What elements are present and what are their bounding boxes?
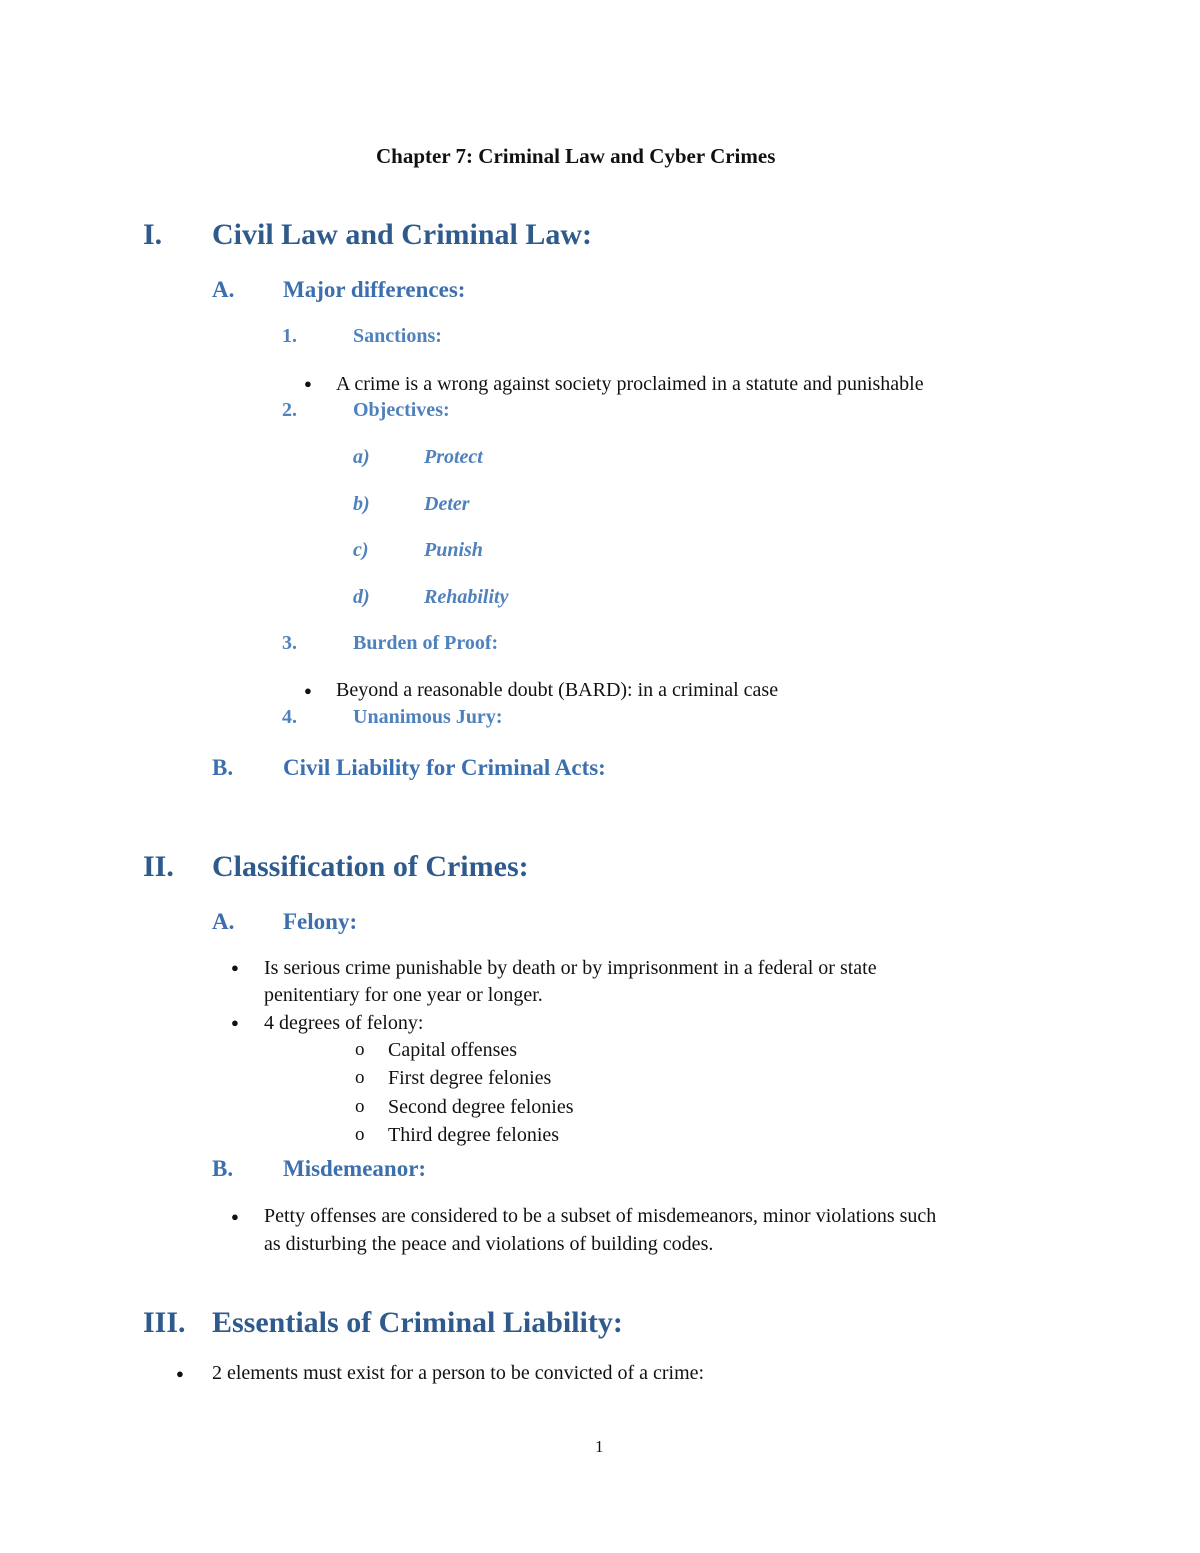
subsection-heading: Major differences: <box>283 277 466 302</box>
section-heading: Classification of Crimes: <box>212 850 529 883</box>
bullet-text-line: as disturbing the peace and violations of building codes. <box>264 1233 714 1255</box>
section-number: III. <box>143 1306 186 1339</box>
item-number: 3. <box>282 632 297 654</box>
subbullet-text: Second degree felonies <box>388 1096 574 1118</box>
item-number: 1. <box>282 325 297 347</box>
section-number: II. <box>143 850 174 883</box>
subsection-letter: A. <box>212 277 235 302</box>
item-number: 2. <box>282 399 297 421</box>
subbullet-text: Third degree felonies <box>388 1124 560 1146</box>
subitem-text: Punish <box>424 539 483 561</box>
item-heading: Objectives: <box>353 399 450 421</box>
subitem-letter: b) <box>353 493 370 515</box>
subitem-letter: c) <box>353 539 369 561</box>
circle-bullet-icon: o <box>355 1067 365 1088</box>
bullet-text: Beyond a reasonable doubt (BARD): in a criminal case <box>336 679 779 701</box>
circle-bullet-icon: o <box>355 1124 365 1145</box>
bullet-icon: ● <box>304 683 312 698</box>
bullet-text: A crime is a wrong against society proclaimed in a statute and punishable <box>336 373 924 395</box>
subbullet-text: Capital offenses <box>388 1039 518 1061</box>
item-heading: Unanimous Jury: <box>353 706 503 728</box>
bullet-text: 2 elements must exist for a person to be convicted of a crime: <box>212 1362 705 1384</box>
item-number: 4. <box>282 706 297 728</box>
bullet-text-line: penitentiary for one year or longer. <box>264 984 543 1006</box>
bullet-text-line: Is serious crime punishable by death or by imprisonment in a federal or state <box>264 957 877 979</box>
bullet-icon: ● <box>231 1015 239 1030</box>
subsection-heading: Felony: <box>283 909 358 934</box>
subitem-text: Rehability <box>424 586 509 608</box>
subitem-text: Protect <box>424 446 483 468</box>
bullet-icon: ● <box>176 1366 184 1381</box>
subbullet-text: First degree felonies <box>388 1067 552 1089</box>
bullet-text-line: Petty offenses are considered to be a subset of misdemeanors, minor violations such <box>264 1205 937 1227</box>
section-number: I. <box>143 218 163 251</box>
bullet-icon: ● <box>231 1209 239 1224</box>
subsection-letter: A. <box>212 909 235 934</box>
item-heading: Burden of Proof: <box>353 632 499 654</box>
page-number: 1 <box>595 1437 604 1456</box>
item-heading: Sanctions: <box>353 325 442 347</box>
section-heading: Essentials of Criminal Liability: <box>212 1306 623 1339</box>
document-title: Chapter 7: Criminal Law and Cyber Crimes <box>376 144 776 168</box>
circle-bullet-icon: o <box>355 1096 365 1117</box>
subsection-letter: B. <box>212 755 234 780</box>
subitem-letter: d) <box>353 586 370 608</box>
section-heading: Civil Law and Criminal Law: <box>212 218 593 251</box>
bullet-text-line: 4 degrees of felony: <box>264 1012 424 1034</box>
circle-bullet-icon: o <box>355 1039 365 1060</box>
subitem-text: Deter <box>424 493 470 515</box>
bullet-icon: ● <box>304 376 312 391</box>
subsection-heading: Misdemeanor: <box>283 1156 427 1181</box>
subsection-heading: Civil Liability for Criminal Acts: <box>283 755 606 780</box>
subitem-letter: a) <box>353 446 370 468</box>
bullet-icon: ● <box>231 960 239 975</box>
subsection-letter: B. <box>212 1156 234 1181</box>
